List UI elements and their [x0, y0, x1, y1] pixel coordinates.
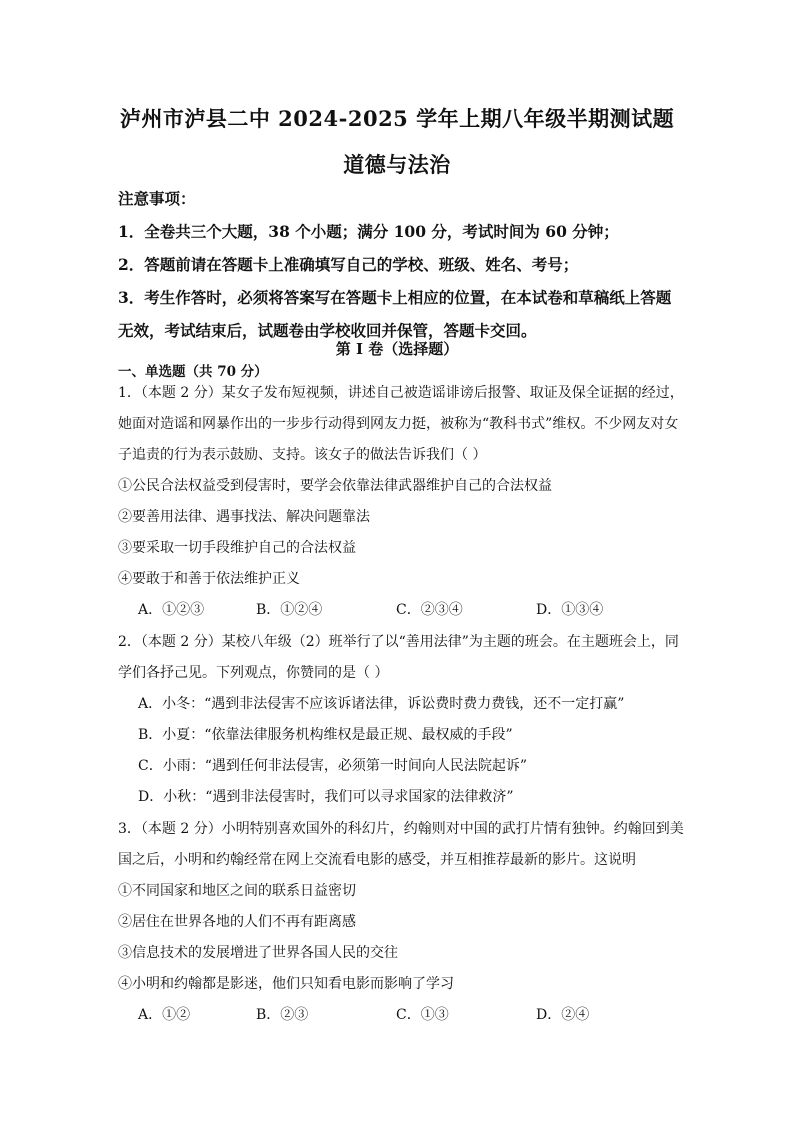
option-a[interactable]: A．小冬：“遇到非法侵害不应该诉诸法律，诉讼费时费力费钱，还不一定打赢” — [138, 696, 625, 712]
section-title: 第 I 卷（选择题） — [335, 340, 459, 358]
option-b[interactable]: B．①②④ — [256, 602, 323, 618]
statement: ④小明和约翰都是影迷，他们只知看电影而影响了学习 — [118, 976, 454, 992]
statement: ③要采取一切手段维护自己的合法权益 — [118, 540, 356, 556]
statement: ②居住在世界各地的人们不再有距离感 — [118, 914, 356, 930]
option-b[interactable]: B．②③ — [256, 1007, 309, 1023]
options-row — [118, 595, 686, 626]
options-row — [118, 1000, 686, 1031]
question-2 — [118, 627, 686, 813]
statement: ②要善用法律、遇事找法、解决问题靠法 — [118, 509, 370, 525]
option-d[interactable]: D．①③④ — [536, 602, 604, 618]
notice-item: 1．全卷共三个大题，38 个小题；满分 100 分，考试时间为 60 分钟； — [118, 222, 619, 241]
notice-item: 2．答题前请在答题卡上准确填写自己的学校、班级、姓名、考号； — [118, 255, 579, 274]
option-d[interactable]: D．小秋：“遇到非法侵害时，我们可以寻求国家的法律救济” — [138, 789, 514, 805]
question-stem: 2．（本题 2 分）某校八年级（2）班举行了以“善用法律”为主题的班会。在主题班会上，同学们各抒己见。下列观点，你赞同的是（ ） — [118, 634, 679, 681]
statement: ①不同国家和地区之间的联系日益密切 — [118, 883, 356, 899]
option-a[interactable]: A．①②③ — [138, 602, 205, 618]
part-heading: 一、单选题（共 70 分） — [118, 364, 268, 380]
option-c[interactable]: C．②③④ — [396, 602, 463, 618]
option-a[interactable]: A．①② — [138, 1007, 191, 1023]
exam-title: 泸州市泸县二中 2024-2025 学年上期八年级半期测试题 — [119, 106, 675, 131]
notice-section — [118, 182, 686, 347]
question-3 — [118, 814, 686, 1031]
statement: ①公民合法权益受到侵害时，要学会依靠法律武器维护自己的合法权益 — [118, 478, 552, 494]
option-c[interactable]: C．①③ — [396, 1007, 449, 1023]
notice-heading: 注意事项： — [118, 189, 196, 208]
question-1 — [118, 378, 686, 626]
option-c[interactable]: C．小雨：“遇到任何非法侵害，必须第一时间向人民法院起诉” — [138, 758, 528, 774]
question-stem: 1．（本题 2 分）某女子发布短视频，讲述自己被造谣诽谤后报警、取证及保全证据的经过，她面对造谣和网暴作出的一步步行动得到网友力挺，被称为“教科书式”维权。不少网友对女子追责的行为表示鼓励、支持。该女子的做法告诉我们（ ） — [118, 385, 684, 463]
notice-item: 3．考生作答时，必须将答案写在答题卡上相应的位置，在本试卷和草稿纸上答题无效，考试结束后，试题卷由学校收回并保管，答题卡交回。 — [118, 288, 672, 340]
option-d[interactable]: D．②④ — [536, 1007, 590, 1023]
statement: ③信息技术的发展增进了世界各国人民的交往 — [118, 945, 398, 961]
question-stem: 3．（本题 2 分）小明特别喜欢国外的科幻片，约翰则对中国的武打片情有独钟。约翰回到美国之后，小明和约翰经常在网上交流看电影的感受，并互相推荐最新的影片。这说明 — [118, 821, 684, 868]
statement: ④要敢于和善于依法维护正义 — [118, 571, 300, 587]
subject-title: 道德与法治 — [343, 152, 451, 177]
option-b[interactable]: B．小夏：“依靠法律服务机构维权是最正规、最权威的手段” — [138, 727, 513, 743]
